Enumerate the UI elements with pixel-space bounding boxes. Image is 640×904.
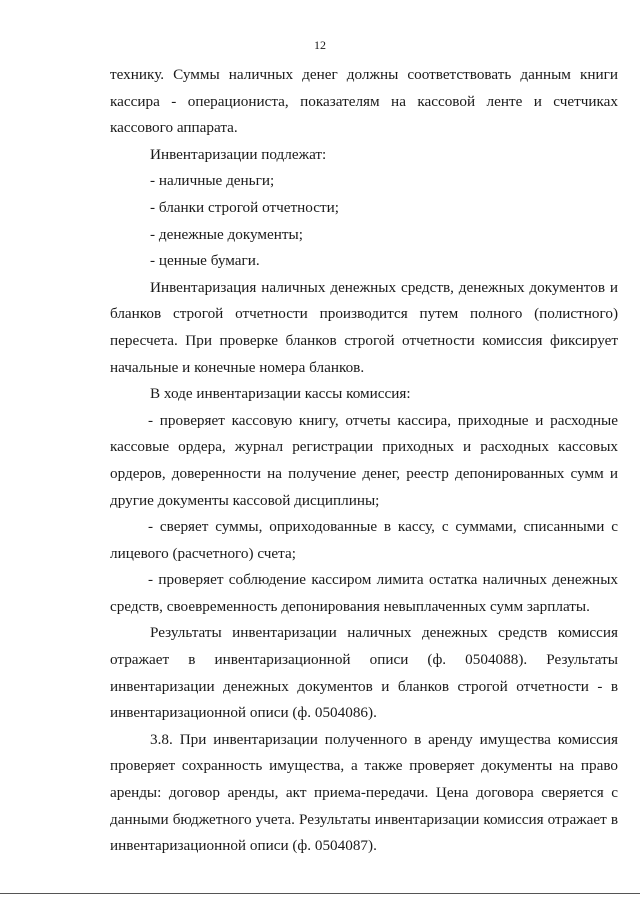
paragraph-recount: Инвентаризация наличных денежных средств, денежных документов и бланков строгой отчетности производится путем полного (полистного) пересчета. При проверке бланков строгой отчетности комиссия фиксирует начальные и конечные номера бланков.	[110, 278, 618, 376]
paragraph-inventory-subject-heading: Инвентаризации подлежат:	[150, 145, 327, 163]
list-item-money-documents: - денежные документы;	[150, 225, 303, 243]
paragraph-section-3-8: 3.8. При инвентаризации полученного в аренду имущества комиссия проверяет сохранность имущества, а также проверяет документы на право аренды: договор аренды, акт приема-передачи. Цена договора сверяется с данными бюджетного учета. Результаты инвентаризации комиссия отражает в инвентаризационной описи (ф. 0504087).	[110, 730, 618, 855]
page-bottom-divider	[0, 893, 640, 894]
paragraph-results: Результаты инвентаризации наличных денежных средств комиссия отражает в инвентаризационной описи (ф. 0504088). Результаты инвентаризации денежных документов и бланков строгой отчетности - в инвентаризационной описи (ф. 0504086).	[110, 624, 618, 722]
list-item-securities: - ценные бумаги.	[150, 252, 260, 270]
list-item-checks-limit: - проверяет соблюдение кассиром лимита остатка наличных денежных средств, своевременность депонирования невыплаченных сумм зарплаты.	[110, 571, 618, 615]
list-item-strict-forms: - бланки строгой отчетности;	[150, 198, 339, 216]
document-body	[110, 62, 618, 860]
paragraph-cash-audit-heading: В ходе инвентаризации кассы комиссия:	[150, 385, 411, 403]
list-item-checks-cashbook: - проверяет кассовую книгу, отчеты кассира, приходные и расходные кассовые ордера, журнал регистрации приходных и расходных кассовых ордеров, доверенности на получение денег, реестр депонированных сумм и другие документы кассовой дисциплины;	[110, 411, 618, 509]
list-item-cash: - наличные деньги;	[150, 172, 275, 190]
paragraph-continuation: технику. Суммы наличных денег должны соответствовать данным книги кассира - операциониста, показателям на кассовой ленте и счетчиках кассового аппарата.	[110, 66, 618, 137]
list-item-reconciles-sums: - сверяет суммы, оприходованные в кассу, с суммами, списанными с лицевого (расчетного) счета;	[110, 518, 618, 562]
page-number: 12	[314, 38, 326, 52]
